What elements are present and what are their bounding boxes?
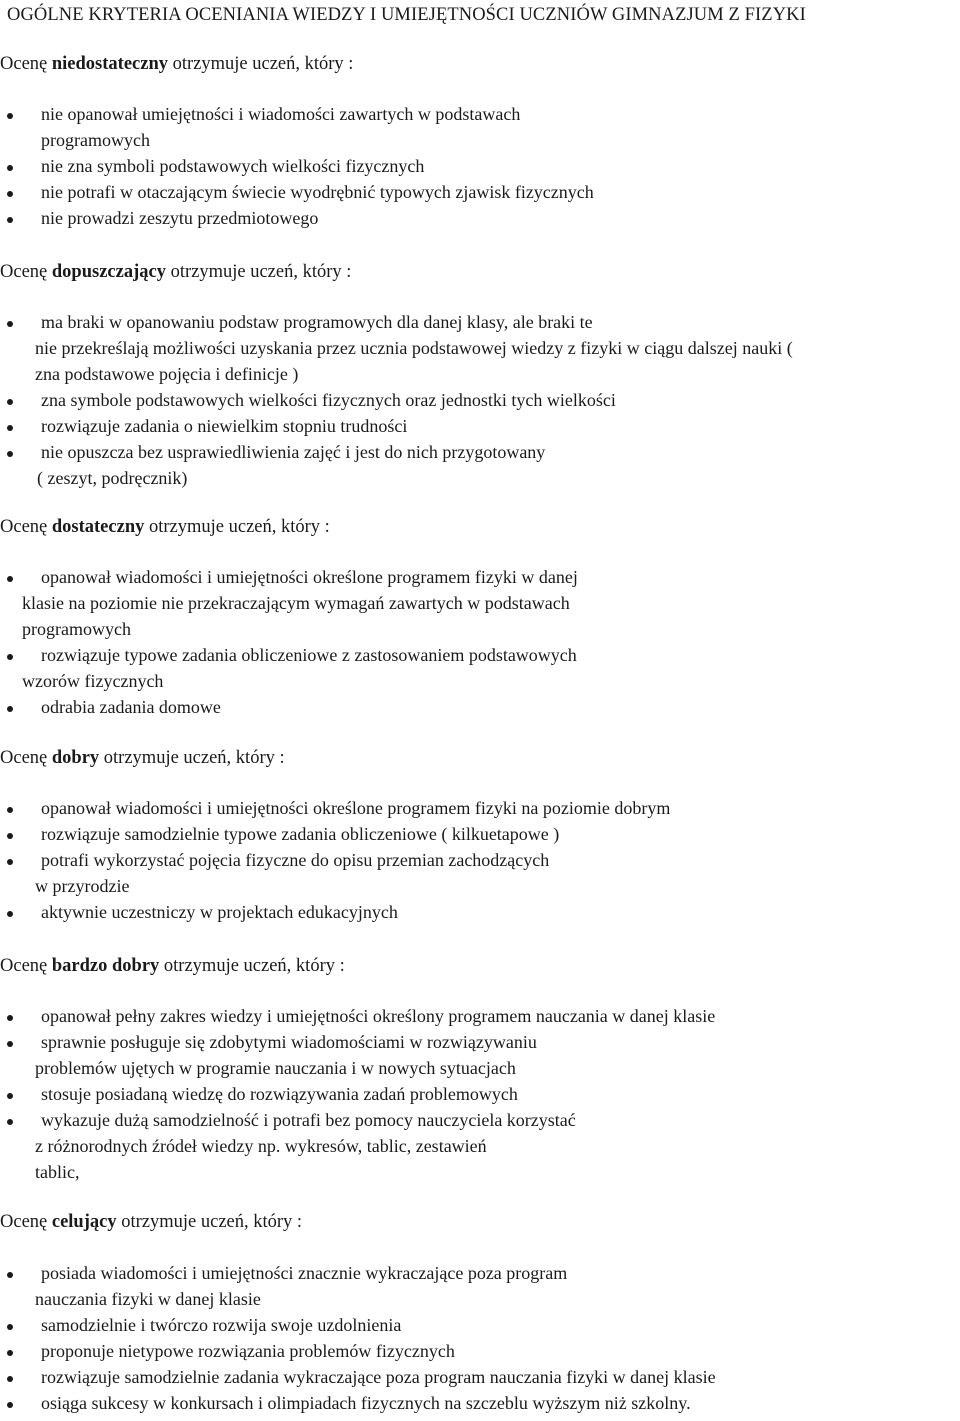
grade-name: niedostateczny [51,54,168,74]
criteria-text: rozwiązuje samodzielnie typowe zadania obliczeniowe ( kilkuetapowe ) [41,824,560,844]
criteria-item [0,387,793,413]
grade-name: dobry [51,748,100,768]
criteria-text: nie opuszcza bez usprawiedliwienia zajęć i jest do nich przygotowany [41,442,546,462]
criteria-list [0,795,670,925]
criteria-item [0,795,670,821]
grade-heading-prefix: Ocenę [0,956,52,976]
grade-heading [0,259,351,285]
criteria-text: odrabia zadania domowe [41,697,221,717]
grade-heading [0,1209,302,1235]
criteria-text: nie zna symboli podstawowych wielkości fizycznych [41,156,425,176]
criteria-item [0,1107,715,1185]
grade-heading-prefix: Ocenę [0,517,52,537]
grade-heading [0,514,330,540]
criteria-text: nie potrafi w otaczającym świecie wyodrębnić typowych zjawisk fizycznych [41,182,594,202]
criteria-list [0,101,594,231]
criteria-item [0,1364,716,1390]
criteria-text: opanował wiadomości i umiejętności określone programem fizyki w danej [41,567,578,587]
criteria-text-continuation: nie przekreślają możliwości uzyskania przez ucznia podstawowej wiedzy z fizyki w ciągu dalszej nauki ( [35,338,793,358]
grade-heading-prefix: Ocenę [0,54,52,74]
criteria-text: opanował pełny zakres wiedzy i umiejętności określony programem nauczania w danej klasie [41,1006,716,1026]
bullet-icon [7,1272,13,1278]
criteria-text: osiąga sukcesy w konkursach i olimpiadach fizycznych na szczeblu wyższym niż szkolny. [41,1393,691,1413]
criteria-item [0,899,670,925]
grade-heading-prefix: Ocenę [0,262,52,282]
criteria-list [0,1003,715,1185]
criteria-item [0,1390,716,1416]
criteria-item [0,1081,715,1107]
bullet-icon [7,576,13,582]
bullet-icon [7,833,13,839]
criteria-text: rozwiązuje zadania o niewielkim stopniu trudności [41,416,408,436]
document-title: OGÓLNE KRYTERIA OCENIANIA WIEDZY I UMIEJĘTNOŚCI UCZNIÓW GIMNAZJUM Z FIZYKI [7,5,806,25]
bullet-icon [7,1093,13,1099]
criteria-text: zna symbole podstawowych wielkości fizycznych oraz jednostki tych wielkości [41,390,616,410]
criteria-text-continuation: problemów ujętych w programie nauczania i w nowych sytuacjach [35,1058,516,1078]
criteria-item [0,205,594,231]
bullet-icon [7,706,13,712]
bullet-icon [7,1041,13,1047]
bullet-icon [7,911,13,917]
bullet-icon [7,451,13,457]
grade-name: dostateczny [51,517,145,537]
criteria-text-continuation: z różnorodnych źródeł wiedzy np. wykresów, tablic, zestawień [35,1136,487,1156]
grade-heading-suffix: otrzymuje uczeń, który : [168,54,354,74]
grade-name: celujący [51,1212,117,1232]
criteria-text-continuation: ( zeszyt, podręcznik) [37,468,188,488]
grade-heading-prefix: Ocenę [0,748,52,768]
bullet-icon [7,1324,13,1330]
criteria-text-continuation: w przyrodzie [35,876,130,896]
bullet-icon [7,807,13,813]
criteria-text: opanował wiadomości i umiejętności określone programem fizyki na poziomie dobrym [41,798,671,818]
grade-heading [0,745,285,771]
criteria-item [0,413,793,439]
bullet-icon [7,859,13,865]
bullet-icon [7,399,13,405]
criteria-item [0,1260,716,1312]
criteria-item [0,642,578,694]
grade-heading [0,51,353,77]
criteria-list [0,1260,716,1416]
criteria-list [0,309,793,491]
criteria-text: posiada wiadomości i umiejętności znacznie wykraczające poza program [41,1263,568,1283]
criteria-text-continuation: klasie na poziomie nie przekraczającym wymagań zawartych w podstawach [22,593,570,613]
criteria-item [0,179,594,205]
criteria-item [0,821,670,847]
grade-heading-suffix: otrzymuje uczeń, który : [159,956,345,976]
criteria-item [0,1003,715,1029]
criteria-text: nie opanował umiejętności i wiadomości zawartych w podstawach [41,104,521,124]
grade-heading-prefix: Ocenę [0,1212,52,1232]
bullet-icon [7,1119,13,1125]
grade-heading [0,953,345,979]
criteria-text: sprawnie posługuje się zdobytymi wiadomościami w rozwiązywaniu [41,1032,537,1052]
grade-heading-suffix: otrzymuje uczeń, który : [144,517,330,537]
criteria-text: samodzielnie i twórczo rozwija swoje uzdolnienia [41,1315,402,1335]
bullet-icon [7,654,13,660]
criteria-item [0,694,578,720]
bullet-icon [7,1015,13,1021]
criteria-item [0,564,578,642]
criteria-text: ma braki w opanowaniu podstaw programowych dla danej klasy, ale braki te [41,312,593,332]
criteria-text: rozwiązuje samodzielnie zadania wykraczające poza program nauczania fizyki w danej klasie [41,1367,716,1387]
criteria-text: stosuje posiadaną wiedzę do rozwiązywania zadań problemowych [41,1084,518,1104]
criteria-text-continuation: tablic, [35,1162,80,1182]
criteria-text-continuation: nauczania fizyki w danej klasie [35,1289,261,1309]
bullet-icon [7,113,13,119]
bullet-icon [7,217,13,223]
criteria-text-continuation: programowych [41,130,150,150]
criteria-text: nie prowadzi zeszytu przedmiotowego [41,208,319,228]
criteria-text: aktywnie uczestniczy w projektach edukacyjnych [41,902,398,922]
criteria-list [0,564,578,720]
criteria-text: rozwiązuje typowe zadania obliczeniowe z zastosowaniem podstawowych [41,645,577,665]
grade-name: bardzo dobry [51,956,160,976]
grade-heading-suffix: otrzymuje uczeń, który : [165,262,352,282]
bullet-icon [7,1350,13,1356]
bullet-icon [7,1402,13,1408]
criteria-item [0,101,594,153]
grade-name: dopuszczający [51,262,166,282]
criteria-text-continuation: zna podstawowe pojęcia i definicje ) [35,364,299,384]
bullet-icon [7,321,13,327]
criteria-item [0,153,594,179]
grade-heading-suffix: otrzymuje uczeń, który : [116,1212,303,1232]
criteria-text: proponuje nietypowe rozwiązania problemów fizycznych [41,1341,455,1361]
grade-heading-suffix: otrzymuje uczeń, który : [99,748,285,768]
bullet-icon [7,165,13,171]
criteria-item [0,1312,716,1338]
bullet-icon [7,425,13,431]
criteria-text: potrafi wykorzystać pojęcia fizyczne do opisu przemian zachodzących [41,850,550,870]
bullet-icon [7,191,13,197]
criteria-item [0,1338,716,1364]
criteria-item [0,309,793,387]
criteria-item [0,847,670,899]
criteria-text-continuation: wzorów fizycznych [22,671,164,691]
criteria-item [0,1029,715,1081]
criteria-text: wykazuje dużą samodzielność i potrafi bez pomocy nauczyciela korzystać [41,1110,576,1130]
criteria-text-continuation: programowych [22,619,131,639]
bullet-icon [7,1376,13,1382]
criteria-item [0,439,793,491]
